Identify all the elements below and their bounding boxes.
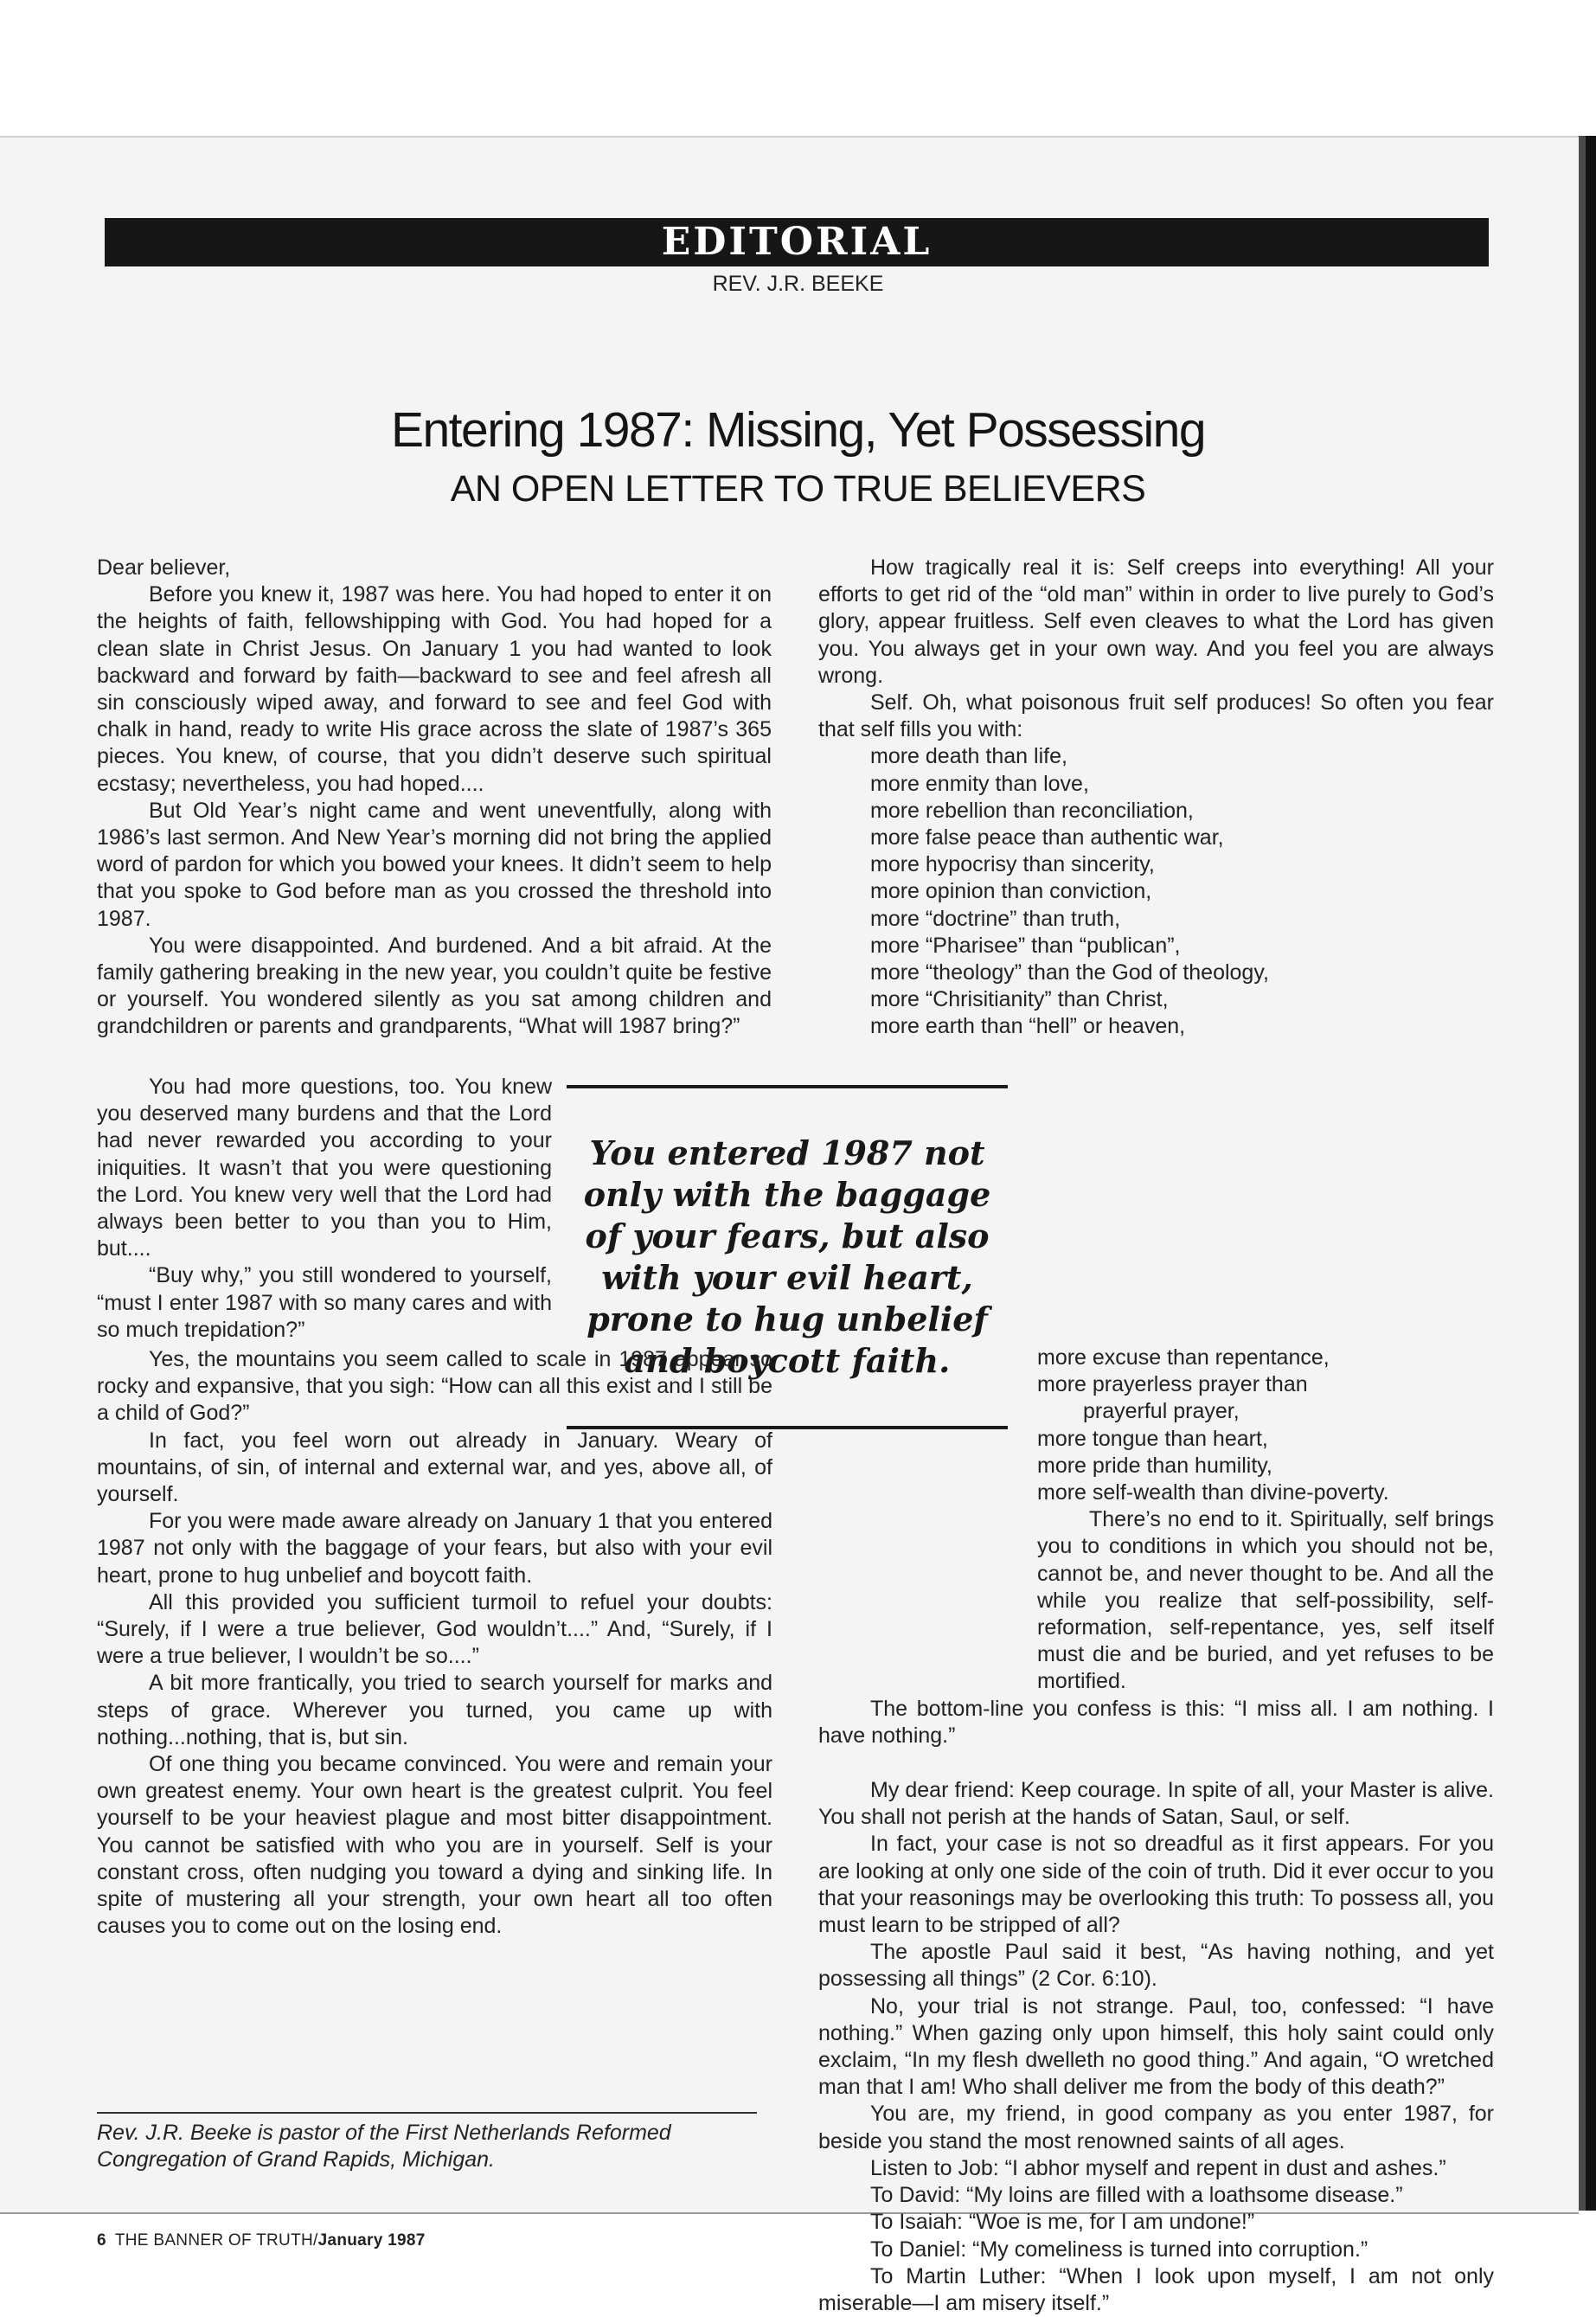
- paragraph: A bit more frantically, you tried to search yourself for marks and steps of grace. Wherever you turned, you came up with nothing...nothing, that is, but sin.: [97, 1671, 772, 1749]
- paragraph: To Isaiah: “Woe is me, for I am undone!”: [870, 2210, 1255, 2235]
- paragraph: All this provided you sufficient turmoil to refuel your doubts: “Surely, if I were a true believer, God wouldn’t....” And, “Surely, if I were a true believer, I wouldn’t be so....”: [97, 1589, 772, 1669]
- paragraph: How tragically real it is: Self creeps into everything! All your efforts to get rid of the “old man” within in order to live purely to God’s glory, appear fruitless. Self even cleaves to what the Lord has given you. You always get in your own way. And you feel you are always wrong.: [818, 555, 1494, 688]
- paragraph: You are, my friend, in good company as you enter 1987, for beside you stand the most renowned saints of all ages.: [818, 2102, 1494, 2153]
- list-item: more earth than “hell” or heaven,: [870, 1014, 1186, 1039]
- left-column-lower: [97, 1346, 772, 1940]
- list-item: more self-wealth than divine-poverty.: [1037, 1480, 1389, 1505]
- paragraph: To Daniel: “My comeliness is turned into corruption.”: [870, 2237, 1368, 2262]
- paragraph: “Buy why,” you still wondered to yourself, “must I enter 1987 with so many cares and with so much trepidation?”: [97, 1263, 552, 1342]
- right-column: [818, 555, 1494, 1041]
- paragraph: But Old Year’s night came and went uneventfully, along with 1986’s last sermon. And New Year’s morning did not bring the applied word of pardon for which you bowed your knees. It didn’t seem to help that you spoke to God before man as you crossed the threshold into 1987.: [97, 798, 772, 931]
- paragraph: You had more questions, too. You knew you deserved many burdens and that the Lord had never rewarded you according to your iniquities. It wasn’t that you were questioning the Lord. You knew very well that the Lord had always been better to you than you to Him, but....: [97, 1075, 552, 1261]
- author-byline: REV. J.R. BEEKE: [712, 272, 884, 296]
- paragraph: To Martin Luther: “When I look upon myself, I am not only miserable—I am misery itself.”: [818, 2263, 1494, 2315]
- list-item: more “Chrisitianity” than Christ,: [870, 987, 1169, 1012]
- paragraph: In fact, your case is not so dreadful as it first appears. For you are looking at only one side of the coin of truth. Did it ever occur to you that your reasonings may be overlooking this truth: To possess all, you must learn to be stripped of all?: [818, 1832, 1494, 1938]
- salutation: Dear believer,: [97, 555, 231, 580]
- paragraph: For you were made aware already on January 1 that you entered 1987 not only with the baggage of your fears, but also with your evil heart, prone to hug unbelief and boycott faith.: [97, 1509, 772, 1588]
- paragraph: My dear friend: Keep courage. In spite of all, your Master is alive. You shall not perish at the hands of Satan, Saul, or self.: [818, 1778, 1494, 1830]
- page-footer: [97, 2231, 426, 2250]
- paragraph: In fact, you feel worn out already in January. Weary of mountains, of sin, of internal and external war, and yes, above all, of yourself.: [97, 1428, 772, 1507]
- self-list-continued: [818, 1345, 1494, 1506]
- list-item: more enmity than love,: [870, 771, 1089, 796]
- paragraph: Before you knew it, 1987 was here. You had hoped to enter it on the heights of faith, fellowshipping with God. You had hoped for a clean slate in Christ Jesus. On January 1 you had wanted to look backward and forward by faith—backward to see and feel afresh all sin consciously wiped away, and forward to see and feel God with chalk in hand, ready to write His grace across the slate of 1987’s 365 pieces. You knew, of course, that you didn’t deserve such spiritual ecstasy; nevertheless, you had hoped....: [97, 582, 772, 796]
- list-item: more “doctrine” than truth,: [870, 906, 1121, 931]
- section-banner: EDITORIAL: [105, 218, 1489, 266]
- paragraph: The bottom-line you confess is this: “I miss all. I am nothing. I have nothing.”: [818, 1696, 1494, 1748]
- page-number: 6: [97, 2231, 106, 2250]
- pull-quote: You entered 1987 not only with the baggage of your fears, but also with your evil heart, prone to hug unbelief and boycott faith.: [567, 1085, 1008, 1429]
- list-item: prayerful prayer,: [1083, 1399, 1240, 1424]
- paragraph: Listen to Job: “I abhor myself and repent in dust and ashes.”: [870, 2155, 1446, 2180]
- magazine-page: [0, 136, 1579, 2315]
- right-column-lower: [818, 1345, 1494, 2317]
- bio-divider: [97, 2112, 757, 2114]
- paragraph: There’s no end to it. Spiritually, self brings you to conditions in which you should not be, cannot be, and never thought to be. And all the while you realize that self-possibility, self-reformation, self-repentance, yes, self itself must die and be buried, and yet refuses to be mortified.: [1037, 1507, 1494, 1694]
- left-column: [97, 555, 772, 1041]
- article-title: Entering 1987: Missing, Yet Possessing: [390, 402, 1206, 458]
- paragraph: Yes, the mountains you seem called to scale in 1987 appear so rocky and expansive, that you sigh: “How can all this exist and I still be a child of God?”: [97, 1347, 772, 1426]
- list-item: more pride than humility,: [1037, 1453, 1272, 1478]
- paragraph: Of one thing you became convinced. You were and remain your own greatest enemy. Your own heart is the greatest culprit. You feel yourself to be your heaviest plague and most bitter disappointment. You cannot be satisfied with who you are in yourself. Self is your constant cross, often nudging you toward a dying and sinking life. In spite of mustering all your strength, your own heart all too often causes you to come out on the losing end.: [97, 1752, 772, 1939]
- paragraph: No, your trial is not strange. Paul, too, confessed: “I have nothing.” When gazing only upon himself, this holy saint could only exclaim, “In my flesh dwelleth no good thing.” And again, “O wretched man that I am! Who shall deliver me from the body of this death?”: [818, 1993, 1494, 2100]
- list-item: more rebellion than reconciliation,: [870, 798, 1194, 823]
- article-subtitle: AN OPEN LETTER TO TRUE BELIEVERS: [450, 468, 1146, 510]
- page-edge: [1579, 136, 1596, 2211]
- issue-date: January 1987: [317, 2231, 426, 2250]
- list-item: more hypocrisy than sincerity,: [870, 852, 1155, 877]
- list-item: more excuse than repentance,: [1037, 1345, 1330, 1370]
- self-list: [818, 743, 1494, 1040]
- list-item: more prayerless prayer than: [1037, 1372, 1308, 1397]
- paragraph: To David: “My loins are filled with a loathsome disease.”: [870, 2183, 1403, 2208]
- publication-name: THE BANNER OF TRUTH/: [114, 2231, 318, 2250]
- list-item: more “theology” than the God of theology,: [870, 960, 1269, 985]
- list-item: more false peace than authentic war,: [870, 825, 1224, 850]
- author-bio: Rev. J.R. Beeke is pastor of the First Netherlands Reformed Congregation of Grand Rapids, Michigan.: [97, 2121, 671, 2172]
- paragraph: Self. Oh, what poisonous fruit self produces! So often you fear that self fills you with:: [818, 690, 1494, 742]
- list-item: more opinion than conviction,: [870, 879, 1152, 904]
- list-item: more death than life,: [870, 744, 1067, 769]
- list-item: more tongue than heart,: [1037, 1426, 1268, 1451]
- paragraph: The apostle Paul said it best, “As having nothing, and yet possessing all things” (2 Cor. 6:10).: [818, 1940, 1494, 1992]
- list-item: more “Pharisee” than “publican”,: [870, 933, 1181, 958]
- paragraph: You were disappointed. And burdened. And a bit afraid. At the family gathering breaking in the new year, you couldn’t quite be festive or yourself. You wondered silently as you sat among children and grandchildren or parents and grandparents, “What will 1987 bring?”: [97, 933, 772, 1039]
